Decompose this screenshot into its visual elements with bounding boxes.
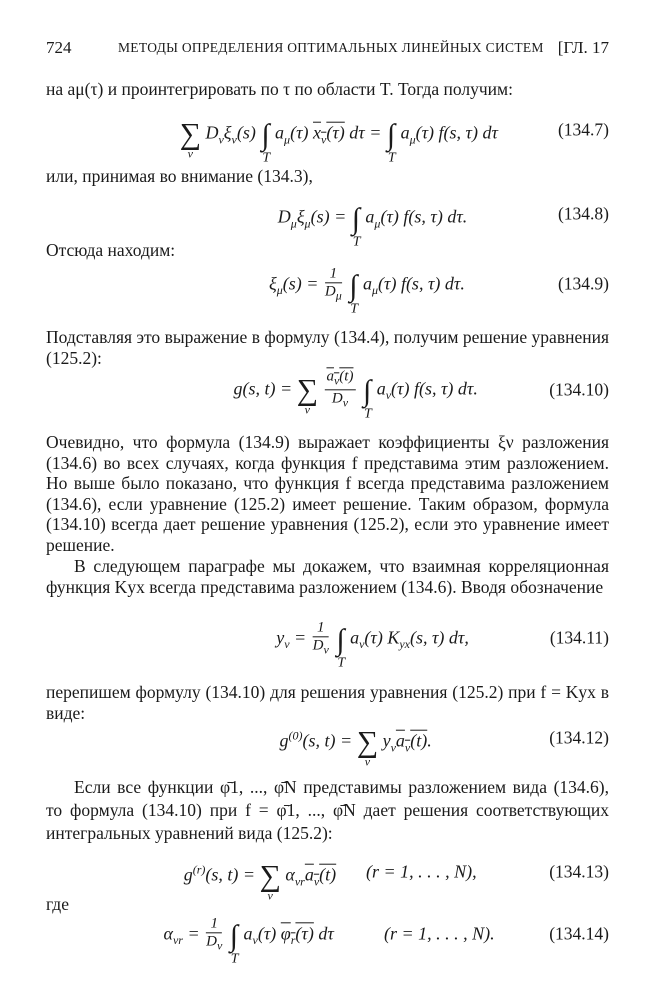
paragraph: В следующем параграфе мы докажем, что взаимная корреляционная функция Kyx всегда представима разложением (134.6). Вводя обозначение xyxy=(46,556,609,597)
formula: $g^{(r)}(s$, t) = ∑ ν $\alpha_{\nu r}a_\nu(t)$ xyxy=(183,859,337,903)
formula: $D_\mu\xi_\mu(s)$ = ∫ T $a_\mu(\tau)$ f(s, τ) dτ. xyxy=(277,202,468,250)
equation-134-10 xyxy=(46,366,609,422)
formula: $\xi_\mu(s)$ = $\frac{1}{D_\mu}$ ∫ T $a_\mu(\tau)$ f(s, τ) dτ. xyxy=(268,265,465,317)
page-number: 724 xyxy=(46,38,72,57)
formula: $g^{(0)}(s$, t) = ∑ ν $y_\nu a_\nu(t)$. xyxy=(279,725,432,769)
equation-number: (134.11) xyxy=(549,627,609,648)
formula: $y_\nu$ = $\frac{1}{D_\nu}$ ∫ T $a_\nu(\tau)$ $K_{yx}(s$, τ) dτ, xyxy=(276,619,469,671)
formula: ∑ ν $D_\nu\xi_\nu(s)$ ∫ T $a_\mu(\tau)$ $x_\nu(\tau) d\tau$ = ∫ T $a_\mu(\tau)$ f(s, τ) dτ xyxy=(179,117,498,166)
paragraph: где xyxy=(46,894,69,914)
paragraph: на aμ(τ) и проинтегрировать по τ по области T. Тогда получим: xyxy=(46,79,513,99)
equation-number: (134.12) xyxy=(549,727,609,748)
running-title: МЕТОДЫ ОПРЕДЕЛЕНИЯ ОПТИМАЛЬНЫХ ЛИНЕЙНЫХ СИСТЕМ xyxy=(118,40,544,55)
index-range: (r = 1, . . . , N). xyxy=(384,923,495,944)
equation-134-7 xyxy=(46,108,609,166)
paragraph: перепишем формулу (134.10) для решения уравнения (125.2) при f = Kyx в виде: xyxy=(46,682,609,723)
paragraph: или, принимая во внимание (134.3), xyxy=(46,166,313,186)
equation-number: (134.7) xyxy=(557,119,609,140)
equation-number: (134.14) xyxy=(549,923,609,944)
equation-134-9 xyxy=(46,260,609,317)
paragraph: Подставляя это выражение в формулу (134.4), получим решение уравнения (125.2): xyxy=(46,327,609,368)
equation-number: (134.10) xyxy=(549,379,609,400)
paragraph: Отсюда находим: xyxy=(46,240,176,260)
equation-134-12 xyxy=(46,718,609,769)
equation-number: (134.13) xyxy=(549,861,609,882)
paragraph: Если все функции φ̄1, ..., φ̄N представимы разложением вида (134.6), то формула (134.10) при f = φ̄1, ..., φ̄N дает решения соответствующих интегральных уравнений вида (125.2): xyxy=(46,777,609,843)
equation-134-14 xyxy=(46,910,609,967)
equation-number: (134.8) xyxy=(557,203,609,224)
equation-134-11 xyxy=(46,614,609,671)
paragraph: Очевидно, что формула (134.9) выражает коэффициенты ξν разложения (134.6) во всех случаях, когда функция f представима этим разложением. Но выше было показано, что функция f всегда представима разложением (134.6), если уравнение (125.2) имеет решение. Таким образом, формула (134.10) всегда дает решение уравнения (125.2), если это уравнение имеет решение. xyxy=(46,432,609,555)
page-header xyxy=(46,38,609,62)
equation-134-13 xyxy=(46,850,609,903)
index-range: (r = 1, . . . , N), xyxy=(366,861,477,882)
formula: g(s, t) = ∑ ν $\frac{a_\nu(t)}{D_\nu}$ ∫ T $a_\nu(\tau)$ f(s, τ) dτ. xyxy=(233,368,478,422)
equation-number: (134.9) xyxy=(557,273,609,294)
formula: $\alpha_{\nu r}$ = $\frac{1}{D_\nu}$ ∫ T $a_\nu(\tau)$ $\varphi_r(\tau)$ dτ xyxy=(163,915,334,967)
chapter-marker: [ГЛ. 17 xyxy=(557,38,609,57)
